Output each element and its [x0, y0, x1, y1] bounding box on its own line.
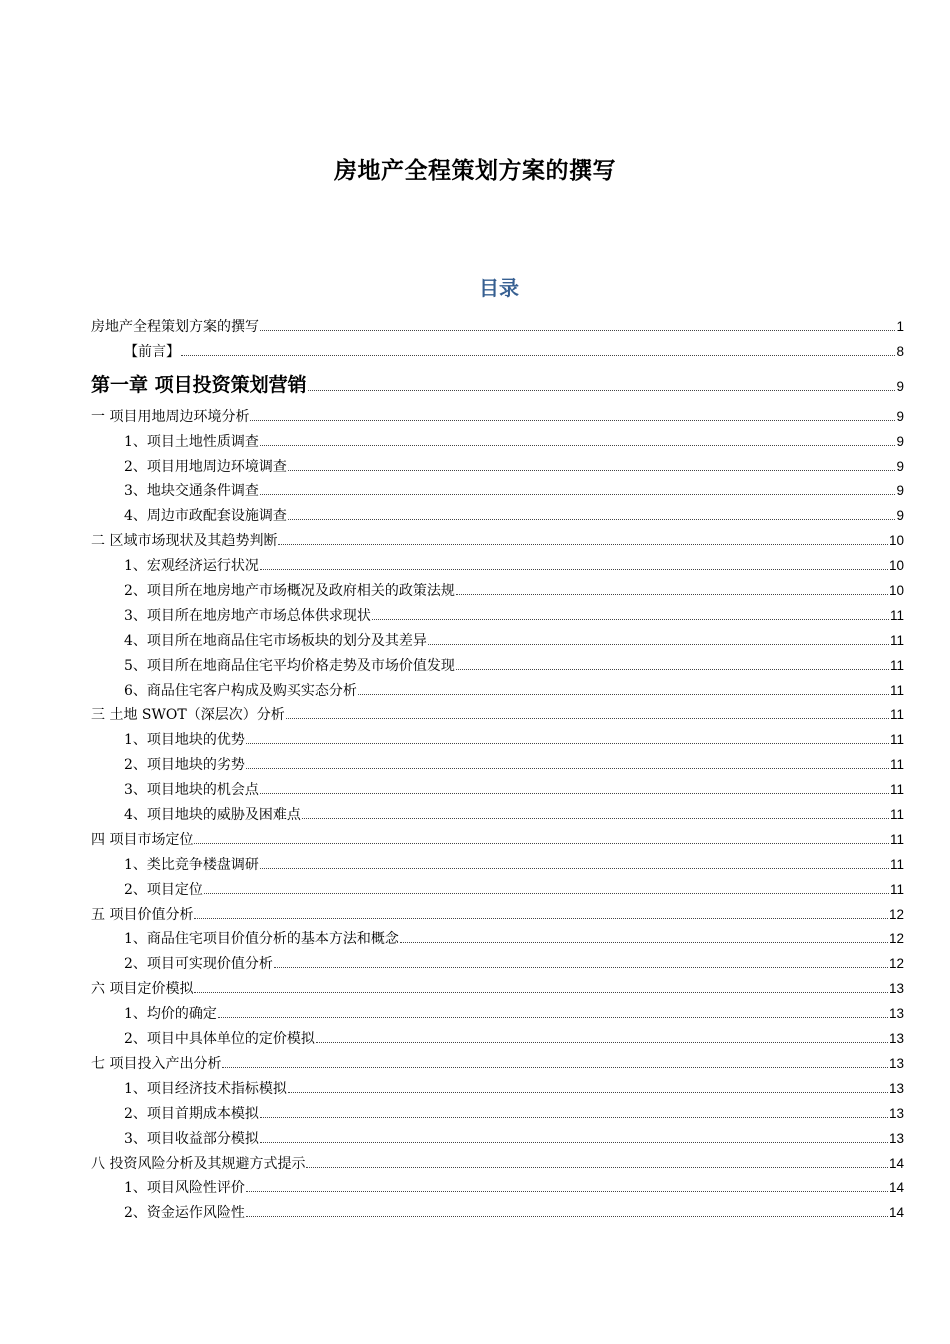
toc-dot-leader [194, 843, 889, 844]
toc-entry-text: 2、项目地块的劣势 [124, 757, 245, 774]
toc-entry-text: 1、项目地块的优势 [124, 732, 245, 749]
toc-entry-text: 1、项目土地性质调查 [124, 433, 259, 450]
toc-entry[interactable] [91, 753, 904, 778]
toc-entry[interactable] [91, 1152, 904, 1177]
toc-page-number: 9 [896, 433, 904, 449]
toc-dot-leader [288, 1092, 888, 1093]
toc-page-number: 10 [888, 533, 904, 549]
toc-entry[interactable] [91, 1201, 904, 1226]
toc-dot-leader [246, 743, 889, 744]
toc-entry[interactable] [91, 1077, 904, 1102]
toc-entry[interactable] [91, 977, 904, 1002]
toc-dot-leader [306, 1167, 888, 1168]
toc-page-number: 14 [888, 1180, 904, 1196]
toc-page-number: 11 [889, 732, 904, 748]
toc-page-number: 1 [896, 319, 904, 334]
toc-entry-text: 四 项目市场定位 [91, 831, 194, 848]
toc-page-number: 11 [889, 632, 904, 648]
toc-page-number: 10 [888, 583, 904, 599]
toc-entry[interactable] [91, 703, 904, 728]
toc-dot-leader [260, 330, 895, 331]
toc-page-number: 11 [889, 607, 904, 623]
toc-page-number: 11 [889, 831, 904, 847]
toc-page-number: 13 [888, 1006, 904, 1022]
toc-dot-leader [260, 1117, 888, 1118]
toc-entry-text: 2、项目所在地房地产市场概况及政府相关的政策法规 [124, 583, 455, 600]
toc-entry-text: 5、项目所在地商品住宅平均价格走势及市场价值发现 [124, 657, 455, 674]
toc-dot-leader [194, 918, 888, 919]
toc-entry-text: 1、宏观经济运行状况 [124, 558, 259, 575]
toc-entry-text: 六 项目定价模拟 [91, 981, 194, 998]
toc-page-number: 9 [896, 378, 904, 394]
toc-page-number: 11 [889, 807, 904, 823]
toc-dot-leader [260, 494, 896, 495]
toc-entry[interactable] [91, 455, 904, 480]
toc-page-number: 11 [889, 782, 904, 798]
toc-entry-text: 3、项目收益部分模拟 [124, 1130, 259, 1147]
toc-entry-text: 2、项目用地周边环境调查 [124, 458, 287, 475]
toc-entry-text: 4、项目所在地商品住宅市场板块的划分及其差异 [124, 632, 427, 649]
toc-heading: 目录 [479, 276, 519, 300]
toc-entry-text: 3、项目所在地房地产市场总体供求现状 [124, 607, 371, 624]
toc-page-number: 11 [889, 856, 904, 872]
toc-dot-leader [260, 868, 889, 869]
toc-page-number: 8 [896, 343, 904, 359]
toc-page-number: 9 [896, 483, 904, 499]
toc-dot-leader [260, 569, 888, 570]
toc-page-number: 11 [889, 682, 904, 698]
toc-dot-leader [456, 669, 889, 670]
toc-dot-leader [456, 594, 888, 595]
toc-entry[interactable] [91, 579, 904, 604]
toc-entry[interactable] [91, 315, 904, 340]
toc-entry[interactable] [91, 1052, 904, 1077]
toc-page-number: 11 [889, 881, 904, 897]
toc-entry-text: 1、均价的确定 [124, 1006, 217, 1023]
toc-dot-leader [400, 942, 888, 943]
toc-page-number: 11 [889, 757, 904, 773]
toc-entry[interactable] [91, 1127, 904, 1152]
toc-dot-leader [308, 390, 896, 391]
toc-dot-leader [246, 1191, 888, 1192]
toc-page-number: 14 [888, 1155, 904, 1171]
toc-entry-text: 4、周边市政配套设施调查 [124, 508, 287, 525]
toc-entry[interactable] [91, 853, 904, 878]
toc-entry-text: 第一章 项目投资策划营销 [91, 373, 307, 396]
toc-entry[interactable] [91, 629, 904, 654]
toc-dot-leader [428, 644, 889, 645]
toc-dot-leader [250, 420, 895, 421]
toc-entry-text: 三 土地 SWOT（深层次）分析 [91, 707, 285, 724]
toc-entry-text: 二 区域市场现状及其趋势判断 [91, 533, 278, 550]
toc-entry[interactable] [91, 679, 904, 704]
toc-page-number: 13 [888, 1105, 904, 1121]
toc-chapter-entry[interactable] [91, 365, 904, 405]
toc-dot-leader [286, 718, 889, 719]
toc-entry-text: 一 项目用地周边环境分析 [91, 408, 250, 425]
toc-dot-leader [181, 355, 895, 356]
toc-page-number: 13 [888, 1080, 904, 1096]
toc-entry[interactable] [91, 529, 904, 554]
toc-dot-leader [316, 1042, 888, 1043]
toc-entry[interactable] [91, 1176, 904, 1201]
toc-dot-leader [278, 544, 888, 545]
toc-entry[interactable] [91, 1027, 904, 1052]
toc-entry-text: 1、商品住宅项目价值分析的基本方法和概念 [124, 931, 399, 948]
toc-entry-text: 1、类比竞争楼盘调研 [124, 856, 259, 873]
toc-entry[interactable] [91, 903, 904, 928]
toc-dot-leader [288, 470, 896, 471]
toc-dot-leader [274, 967, 888, 968]
toc-entry[interactable] [91, 878, 904, 903]
toc-page-number: 9 [896, 408, 904, 424]
toc-dot-leader [194, 992, 888, 993]
table-of-contents [91, 315, 904, 1226]
toc-entry[interactable] [91, 952, 904, 977]
toc-entry[interactable] [91, 554, 904, 579]
toc-entry[interactable] [91, 504, 904, 529]
toc-page-number: 13 [888, 1031, 904, 1047]
toc-page-number: 13 [888, 1130, 904, 1146]
toc-entry-text: 房地产全程策划方案的撰写 [91, 319, 259, 335]
toc-dot-leader [260, 445, 896, 446]
toc-entry-text: 八 投资风险分析及其规避方式提示 [91, 1155, 306, 1172]
toc-dot-leader [302, 818, 889, 819]
toc-entry[interactable] [91, 405, 904, 430]
toc-page-number: 12 [888, 956, 904, 972]
toc-entry[interactable] [91, 778, 904, 803]
toc-dot-leader [218, 1017, 888, 1018]
toc-dot-leader [372, 619, 889, 620]
toc-entry[interactable] [91, 604, 904, 629]
toc-dot-leader [288, 519, 896, 520]
toc-entry-text: 1、项目经济技术指标模拟 [124, 1080, 287, 1097]
toc-entry[interactable] [91, 927, 904, 952]
toc-entry[interactable] [91, 728, 904, 753]
toc-entry-text: 2、项目中具体单位的定价模拟 [124, 1031, 315, 1048]
toc-dot-leader [260, 1142, 888, 1143]
toc-dot-leader [246, 768, 889, 769]
toc-page-number: 9 [896, 508, 904, 524]
toc-entry-text: 1、项目风险性评价 [124, 1180, 245, 1197]
toc-entry-text: 七 项目投入产出分析 [91, 1055, 222, 1072]
toc-entry[interactable] [91, 654, 904, 679]
toc-page-number: 11 [889, 657, 904, 673]
toc-entry[interactable] [91, 340, 904, 365]
toc-entry-text: 【前言】 [124, 343, 180, 360]
document-title: 房地产全程策划方案的撰写 [334, 157, 616, 184]
toc-entry-text: 2、项目可实现价值分析 [124, 956, 273, 973]
toc-entry-text: 3、项目地块的机会点 [124, 782, 259, 799]
toc-page-number: 9 [896, 458, 904, 474]
toc-entry-text: 3、地块交通条件调查 [124, 483, 259, 500]
toc-entry[interactable] [91, 1102, 904, 1127]
toc-entry[interactable] [91, 479, 904, 504]
toc-page-number: 12 [888, 931, 904, 947]
toc-entry-text: 4、项目地块的威胁及困难点 [124, 807, 301, 824]
toc-entry[interactable] [91, 828, 904, 853]
toc-dot-leader [222, 1067, 888, 1068]
toc-entry-text: 6、商品住宅客户构成及购买实态分析 [124, 682, 357, 699]
toc-page-number: 12 [888, 906, 904, 922]
toc-page-number: 13 [888, 981, 904, 997]
toc-page-number: 13 [888, 1055, 904, 1071]
toc-dot-leader [246, 1216, 888, 1217]
toc-entry-text: 2、项目首期成本模拟 [124, 1105, 259, 1122]
toc-dot-leader [204, 893, 889, 894]
toc-entry[interactable] [91, 430, 904, 455]
toc-entry[interactable] [91, 1002, 904, 1027]
toc-dot-leader [358, 694, 889, 695]
toc-entry-text: 2、项目定位 [124, 881, 203, 898]
toc-page-number: 11 [889, 707, 904, 723]
toc-entry-text: 五 项目价值分析 [91, 906, 194, 923]
toc-page-number: 14 [888, 1205, 904, 1221]
toc-entry[interactable] [91, 803, 904, 828]
toc-entry-text: 2、资金运作风险性 [124, 1205, 245, 1222]
toc-dot-leader [260, 793, 889, 794]
toc-page-number: 10 [888, 558, 904, 574]
